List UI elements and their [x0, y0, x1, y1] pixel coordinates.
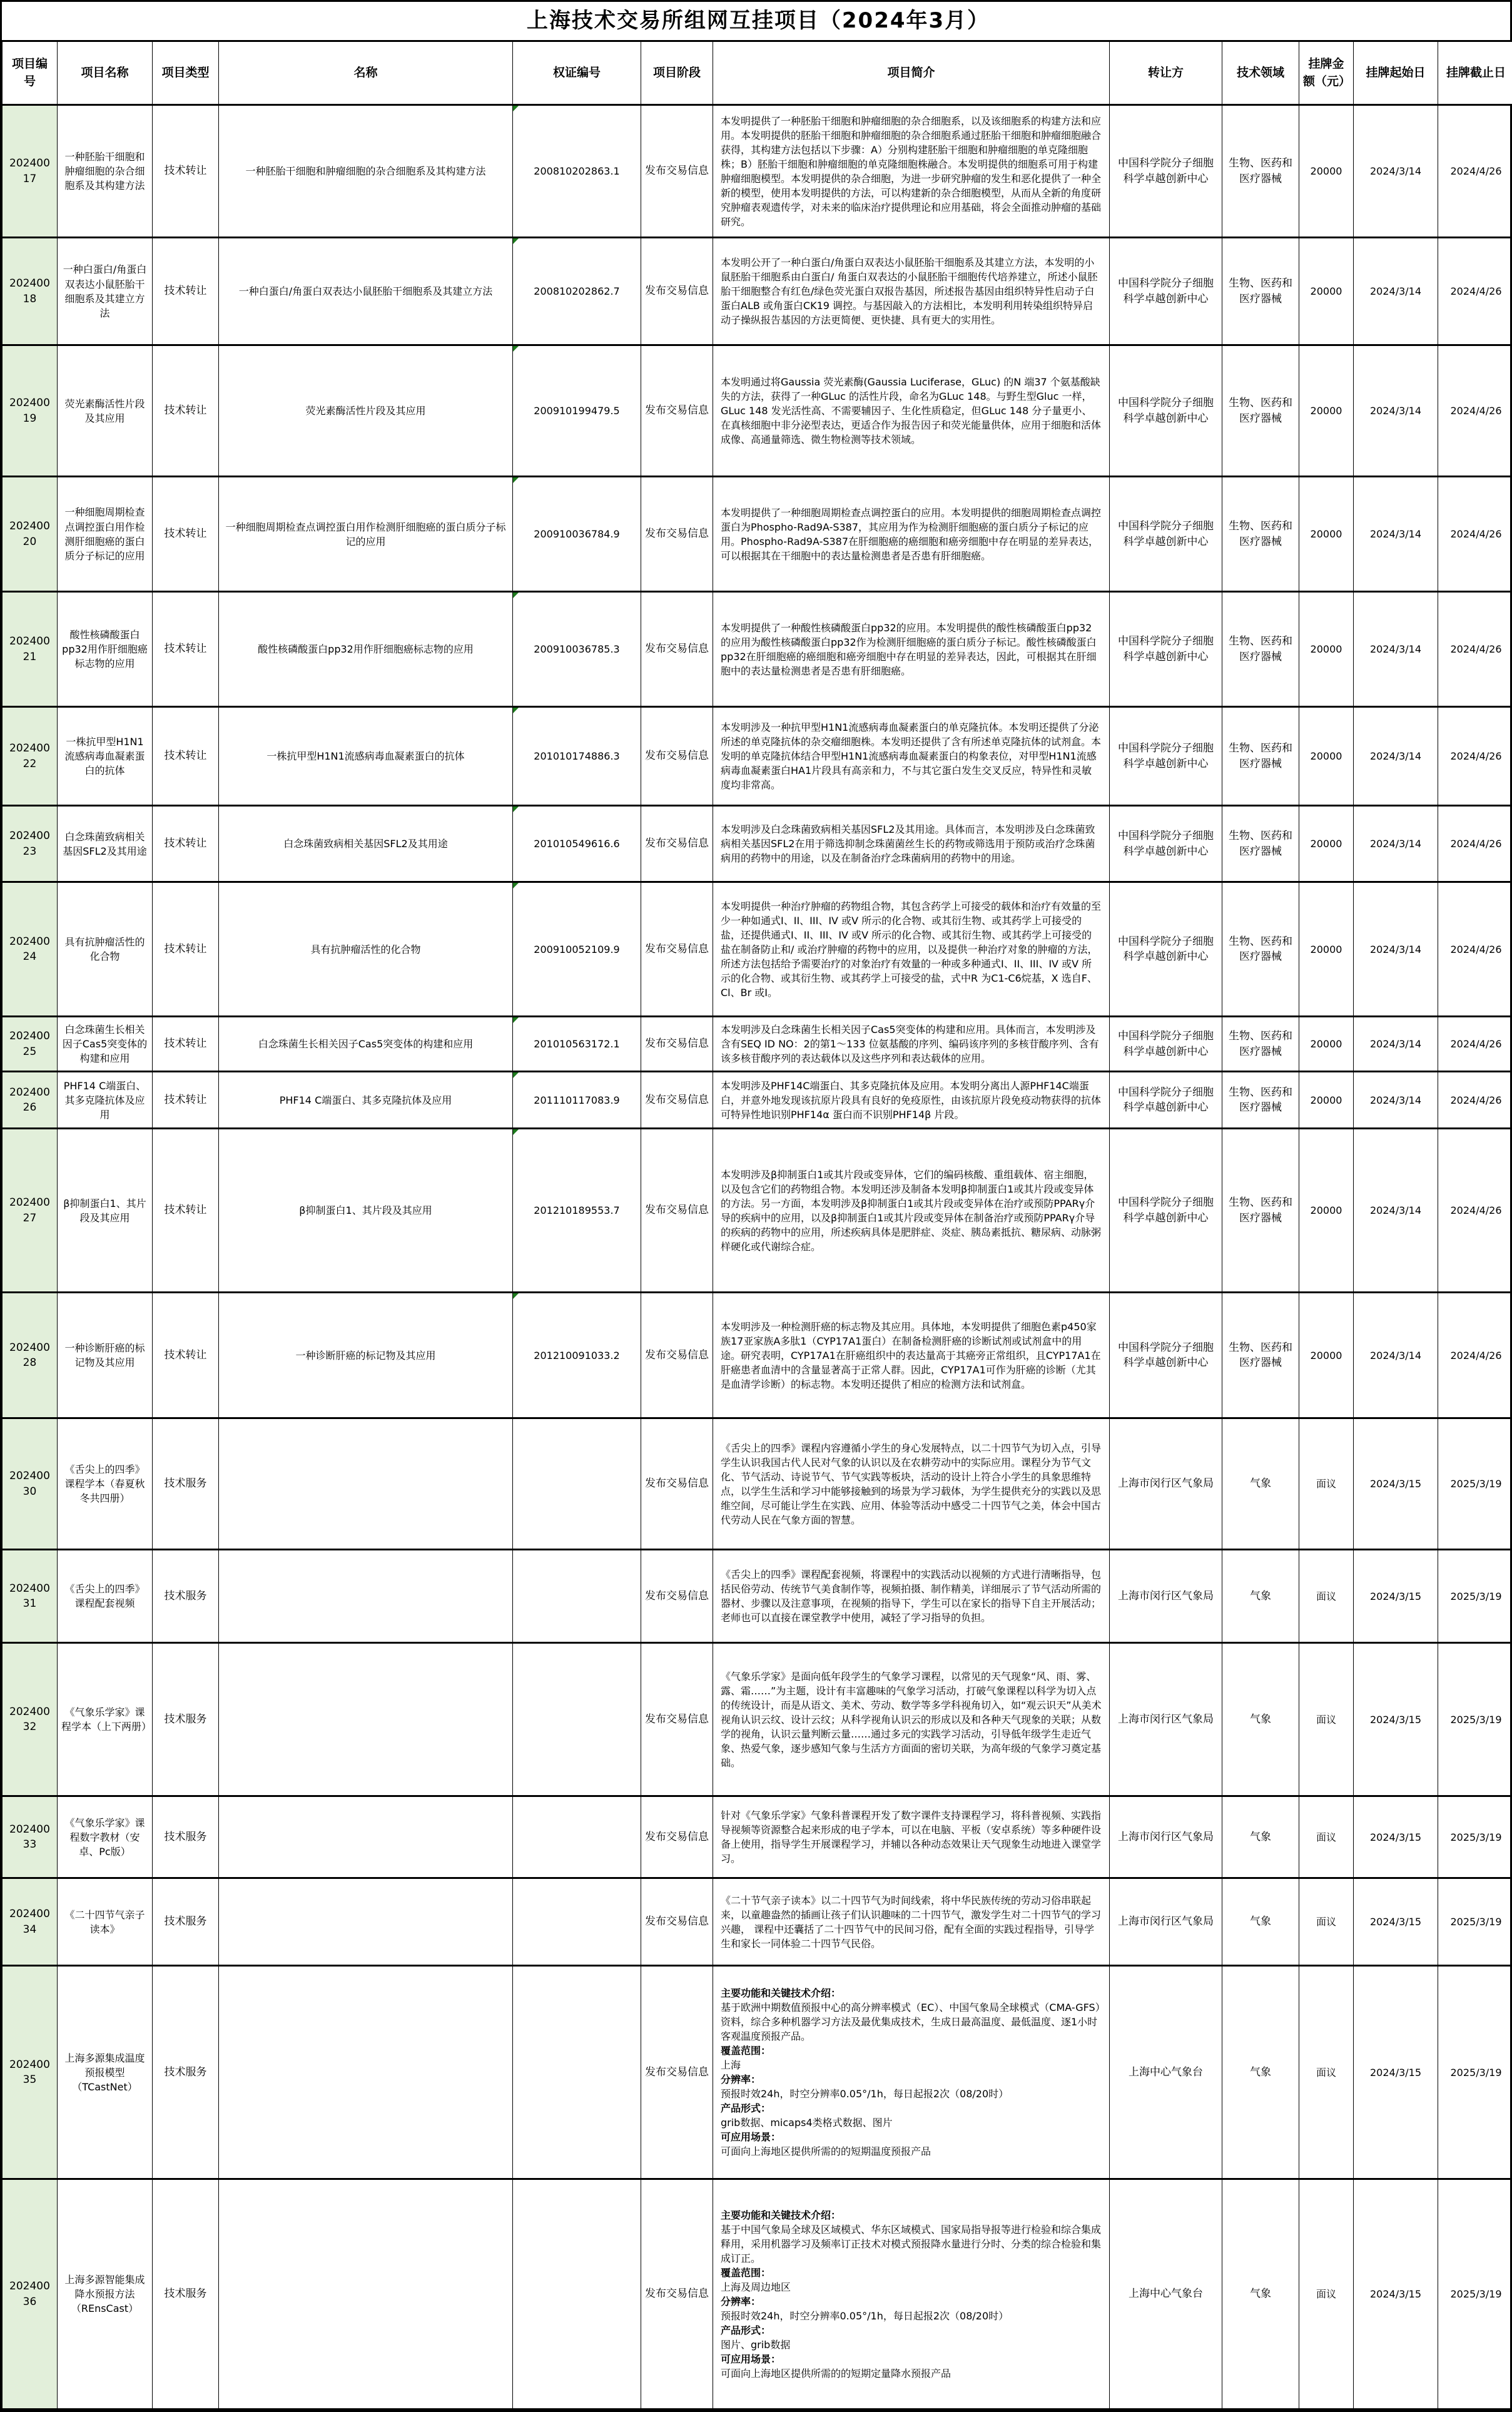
table-row: [3, 592, 1512, 707]
amount-cell: 面议: [1299, 2179, 1354, 2409]
project-id-cell: 20240026: [3, 1072, 58, 1129]
cert-no-cell: [513, 1418, 641, 1550]
project-name-cell: 上海多源集成温度预报模型（TCastNet）: [58, 1966, 153, 2179]
col-header-amount: 挂牌金额（元）: [1299, 41, 1354, 105]
amount-cell: 面议: [1299, 1878, 1354, 1966]
stage-cell: 发布交易信息: [641, 1550, 713, 1643]
amount-cell: 20000: [1299, 592, 1354, 707]
transferor-cell: 中国科学院分子细胞科学卓越创新中心: [1110, 592, 1222, 707]
table-row: [3, 1643, 1512, 1796]
table-row: [3, 238, 1512, 345]
end-date-cell: 2024/4/26: [1438, 882, 1512, 1017]
end-date-cell: 2025/3/19: [1438, 2179, 1512, 2409]
amount-cell: 面议: [1299, 1966, 1354, 2179]
description-cell: 《舌尖上的四季》课程内容遵循小学生的身心发展特点，以二十四节气为切入点，引导学生认识我国古代人民对气象的认识以及在农耕劳动中的实际应用。课程分为节气文化、节气活动、诗说节气、节气实践等板块，活动的设计上符合小学生的具象思维特点，以学生生活和学习中能够接触到的场景为学习载体，为学生提供充分的实践以及思维空间，尽可能让学生在实践、应用、体验等活动中感受二十四节气之美，体会中国古代劳动人民在气象方面的智慧。: [713, 1418, 1110, 1550]
project-type-cell: 技术转让: [153, 882, 219, 1017]
cert-no-cell: 201210189553.7: [513, 1129, 641, 1293]
project-id-cell: 20240024: [3, 882, 58, 1017]
transferor-cell: 中国科学院分子细胞科学卓越创新中心: [1110, 707, 1222, 806]
cert-no-cell: [513, 1550, 641, 1643]
start-date-cell: 2024/3/15: [1354, 1878, 1438, 1966]
transferor-cell: 上海中心气象台: [1110, 2179, 1222, 2409]
cert-no-cell: [513, 1966, 641, 2179]
description-cell: 本发明提供了一种酸性核磷酸蛋白pp32的应用。本发明提供的酸性核磷酸蛋白pp32的应用为酸性核磷酸蛋白pp32作为检测肝细胞癌的蛋白质分子标记。酸性核磷酸蛋白pp32在肝细胞癌的癌细胞和癌旁细胞中存在明显的差异表达，因此，可根据其在肝细胞中的表达量检测患者是否患有肝细胞癌。: [713, 592, 1110, 707]
col-header-cert-no: 权证编号: [513, 41, 641, 105]
description-section-text: grib数据、micaps4类格式数据、图片: [721, 2115, 1102, 2130]
table-row: [3, 477, 1512, 592]
project-id-cell: 20240027: [3, 1129, 58, 1293]
amount-cell: 20000: [1299, 882, 1354, 1017]
field-cell: 气象: [1222, 2179, 1299, 2409]
project-id-cell: 20240032: [3, 1643, 58, 1796]
start-date-cell: 2024/3/14: [1354, 105, 1438, 238]
cert-no-cell: 201010549616.6: [513, 806, 641, 882]
amount-cell: 20000: [1299, 1072, 1354, 1129]
tech-name-cell: 一种诊断肝癌的标记物及其应用: [219, 1293, 513, 1418]
project-name-cell: 《气象乐学家》课程学本（上下两册）: [58, 1643, 153, 1796]
description-cell: 《二十节气亲子读本》以二十四节气为时间线索，将中华民族传统的劳动习俗串联起来，以童趣盎然的插画让孩子们认识趣味的二十四节气，激发学生对二十四节气的学习兴趣， 课程中还囊括了二十四节气中的民间习俗，配有全面的实践过程指导，引导学生和家长一同体验二十四节气民俗。: [713, 1878, 1110, 1966]
field-cell: 生物、医药和医疗器械: [1222, 1293, 1299, 1418]
transferor-cell: 中国科学院分子细胞科学卓越创新中心: [1110, 238, 1222, 345]
description-cell: 本发明提供了一种细胞周期检查点调控蛋白的应用。本发明提供的细胞周期检查点调控蛋白为Phospho-Rad9A-S387，其应用为作为检测肝细胞癌的蛋白质分子标记的应用。Phospho-Rad9A-S387在肝细胞癌的癌细胞和癌旁细胞中存在明显的差异表达，可以根据其在干细胞中的表达量检测患者是否患有肝细胞癌。: [713, 477, 1110, 592]
end-date-cell: 2024/4/26: [1438, 592, 1512, 707]
stage-cell: 发布交易信息: [641, 1878, 713, 1966]
cert-no-cell: 200810202863.1: [513, 105, 641, 238]
end-date-cell: 2024/4/26: [1438, 806, 1512, 882]
project-name-cell: 一种细胞周期检查点调控蛋白用作检测肝细胞癌的蛋白质分子标记的应用: [58, 477, 153, 592]
tech-name-cell: 一种胚胎干细胞和肿瘤细胞的杂合细胞系及其构建方法: [219, 105, 513, 238]
project-type-cell: 技术服务: [153, 1966, 219, 2179]
excel-corner-mark-icon: [513, 593, 519, 598]
transferor-cell: 中国科学院分子细胞科学卓越创新中心: [1110, 1072, 1222, 1129]
stage-cell: 发布交易信息: [641, 238, 713, 345]
table-row: [3, 1796, 1512, 1878]
description-cell: [713, 2179, 1110, 2409]
table-row: [3, 1966, 1512, 2179]
stage-cell: 发布交易信息: [641, 1796, 713, 1878]
field-cell: 生物、医药和医疗器械: [1222, 707, 1299, 806]
end-date-cell: 2025/3/19: [1438, 1966, 1512, 2179]
project-id-cell: 20240036: [3, 2179, 58, 2409]
excel-corner-mark-icon: [513, 883, 519, 888]
project-id-cell: 20240034: [3, 1878, 58, 1966]
description-cell: 本发明提供一种治疗肿瘤的药物组合物，其包含药学上可接受的载体和治疗有效量的至少一种如通式I、II、III、IV 或V 所示的化合物、或其衍生物、或其药学上可接受的盐，还提供通式I、II、III、IV 或V 所示的化合物、或其衍生物、或其药学上可接受的盐在制备防止和/ 或治疗肿瘤的药物中的应用，以及提供一种治疗对象的肿瘤的方法，所述方法包括给予需要治疗的对象治疗有效量的一种或多种通式I、II、III、IV 或V 所示的化合物、或其衍生物、或其药学上可接受的盐，式中R 为C1-C6烷基，X 选自F、Cl、Br 或I。: [713, 882, 1110, 1017]
project-name-cell: 《舌尖上的四季》课程配套视频: [58, 1550, 153, 1643]
stage-cell: 发布交易信息: [641, 2179, 713, 2409]
project-type-cell: 技术服务: [153, 1643, 219, 1796]
project-id-cell: 20240031: [3, 1550, 58, 1643]
tech-name-cell: 一种白蛋白/角蛋白双表达小鼠胚胎干细胞系及其建立方法: [219, 238, 513, 345]
table-row: [3, 1878, 1512, 1966]
description-section-label: 覆盖范围：: [721, 2266, 1102, 2280]
project-type-cell: 技术转让: [153, 477, 219, 592]
end-date-cell: 2024/4/26: [1438, 1129, 1512, 1293]
start-date-cell: 2024/3/15: [1354, 2179, 1438, 2409]
description-section-label: 可应用场景：: [721, 2130, 1102, 2144]
start-date-cell: 2024/3/14: [1354, 707, 1438, 806]
start-date-cell: 2024/3/15: [1354, 1796, 1438, 1878]
description-cell: 本发明涉及PHF14C端蛋白、其多克隆抗体及应用。本发明分离出人源PHF14C端蛋白，并意外地发现该抗原片段具有良好的免疫原性，由该抗原片段免疫动物获得的抗体可特异性地识别PHF14α 蛋白而不识别PHF14β 片段。: [713, 1072, 1110, 1129]
project-id-cell: 20240030: [3, 1418, 58, 1550]
title-row: [3, 2, 1512, 41]
project-type-cell: 技术转让: [153, 345, 219, 477]
stage-cell: 发布交易信息: [641, 1418, 713, 1550]
col-header-tech-name: 名称: [219, 41, 513, 105]
stage-cell: 发布交易信息: [641, 707, 713, 806]
end-date-cell: 2025/3/19: [1438, 1878, 1512, 1966]
tech-name-cell: [219, 1878, 513, 1966]
description-section-label: 产品形式：: [721, 2101, 1102, 2115]
project-type-cell: 技术服务: [153, 2179, 219, 2409]
project-type-cell: 技术服务: [153, 1796, 219, 1878]
project-type-cell: 技术转让: [153, 238, 219, 345]
amount-cell: 20000: [1299, 806, 1354, 882]
tech-name-cell: [219, 1966, 513, 2179]
project-name-cell: 《舌尖上的四季》课程学本（春夏秋冬共四册）: [58, 1418, 153, 1550]
field-cell: 生物、医药和医疗器械: [1222, 592, 1299, 707]
project-name-cell: 一株抗甲型H1N1流感病毒血凝素蛋白的抗体: [58, 707, 153, 806]
end-date-cell: 2024/4/26: [1438, 1017, 1512, 1072]
cert-no-cell: 200910036784.9: [513, 477, 641, 592]
project-name-cell: 上海多源智能集成降水预报方法（REnsCast）: [58, 2179, 153, 2409]
amount-cell: 20000: [1299, 345, 1354, 477]
cert-no-cell: 201210091033.2: [513, 1293, 641, 1418]
start-date-cell: 2024/3/14: [1354, 1072, 1438, 1129]
tech-name-cell: 白念珠菌致病相关基因SFL2及其用途: [219, 806, 513, 882]
transferor-cell: 上海市闵行区气象局: [1110, 1796, 1222, 1878]
tech-name-cell: PHF14 C端蛋白、其多克隆抗体及应用: [219, 1072, 513, 1129]
amount-cell: 20000: [1299, 707, 1354, 806]
table-body: [3, 105, 1512, 2409]
description-cell: 本发明涉及一种检测肝癌的标志物及其应用。具体地，本发明提供了细胞色素p450家族17亚家族A多肽1（CYP17A1蛋白）在制备检测肝癌的诊断试剂或试剂盒中的用途。研究表明，CYP17A1在肝癌组织中的表达量高于其癌旁正常组织，且CYP17A1在肝癌患者血清中的含量显著高于正常人群。因此，CYP17A1可作为肝癌的诊断（尤其是血清学诊断）的标志物。本发明还提供了相应的检测方法和试剂盒。: [713, 1293, 1110, 1418]
tech-name-cell: 白念珠菌生长相关因子Cas5突变体的构建和应用: [219, 1017, 513, 1072]
project-name-cell: 《气象乐学家》课程数字教材（安卓、Pc版）: [58, 1796, 153, 1878]
project-type-cell: 技术转让: [153, 707, 219, 806]
start-date-cell: 2024/3/15: [1354, 1643, 1438, 1796]
page-title: 上海技术交易所组网互挂项目（2024年3月）: [3, 2, 1512, 41]
end-date-cell: 2024/4/26: [1438, 238, 1512, 345]
description-section-text: 图片、grib数据: [721, 2338, 1102, 2352]
project-id-cell: 20240028: [3, 1293, 58, 1418]
amount-cell: 20000: [1299, 238, 1354, 345]
excel-corner-mark-icon: [513, 1129, 519, 1135]
description-cell: 本发明涉及一种抗甲型H1N1流感病毒血凝素蛋白的单克隆抗体。本发明还提供了分泌所述的单克隆抗体的杂交瘤细胞株。本发明还提供了含有所述单克隆抗体的试剂盒。本发明的单克隆抗体结合甲型H1N1流感病毒血凝素蛋白的构象表位，对甲型H1N1流感病毒血凝素蛋白HA1片段具有高亲和力，不与其它蛋白发生交叉反应，特异性和灵敏度均非常高。: [713, 707, 1110, 806]
start-date-cell: 2024/3/14: [1354, 806, 1438, 882]
field-cell: 生物、医药和医疗器械: [1222, 105, 1299, 238]
end-date-cell: 2025/3/19: [1438, 1418, 1512, 1550]
field-cell: 气象: [1222, 1418, 1299, 1550]
description-section-text: 上海及周边地区: [721, 2280, 1102, 2294]
excel-corner-mark-icon: [513, 477, 519, 483]
cert-no-cell: 201010563172.1: [513, 1017, 641, 1072]
description-cell: 本发明涉及白念珠菌生长相关因子Cas5突变体的构建和应用。具体而言，本发明涉及含有SEQ ID NO：2的第1～133 位氨基酸的序列、编码该序列的多核苷酸序列、含有该多核苷酸序列的表达载体以及这些序列和表达载体的应用。: [713, 1017, 1110, 1072]
transferor-cell: 中国科学院分子细胞科学卓越创新中心: [1110, 806, 1222, 882]
excel-corner-mark-icon: [513, 807, 519, 812]
project-name-cell: 一种诊断肝癌的标记物及其应用: [58, 1293, 153, 1418]
description-cell: 本发明提供了一种胚胎干细胞和肿瘤细胞的杂合细胞系，以及该细胞系的构建方法和应用。本发明提供的胚胎干细胞和肿瘤细胞的杂合细胞系通过胚胎干细胞和肿瘤细胞融合获得，其构建方法包括以下步骤：A）分别构建胚胎干细胞和肿瘤细胞的单克隆细胞株；B）胚胎干细胞和肿瘤细胞的单克隆细胞株融合。本发明提供的细胞系可用于构建肿瘤细胞模型。本发明提供的杂合细胞，为进一步研究肿瘤的发生和恶化提供了一种全新的模型，使用本发明提供的方法，可以构建新的杂合细胞模型，从而从全新的角度研究肿瘤表观遗传学，对未来的临床治疗提供理论和应用基础，将会全面推动肿瘤的基础研究。: [713, 105, 1110, 238]
col-header-project-name: 项目名称: [58, 41, 153, 105]
description-cell: [713, 1966, 1110, 2179]
description-section-label: 产品形式：: [721, 2323, 1102, 2338]
project-name-cell: 具有抗肿瘤活性的化合物: [58, 882, 153, 1017]
stage-cell: 发布交易信息: [641, 477, 713, 592]
description-cell: 《气象乐学家》是面向低年段学生的气象学习课程，以常见的天气现象“风、雨、雾、露、霜……”为主题，设计有丰富趣味的气象学习活动，打破气象课程以科学为切入点的传统设计，而是从语文、美术、劳动、数学等多学科视角切入，如“观云识天”从美术视角认识云纹、设计云纹；从科学视角认识云的形成以及和各种天气现象的关联；从数学的视角，认识云量判断云量……通过多元的实践学习活动，引导低年级学生走近气象、热爱气象，逐步感知气象与生活方方面面的密切关联，为高年级的气象学习奠定基础。: [713, 1643, 1110, 1796]
table-row: [3, 1072, 1512, 1129]
description-section-text: 预报时效24h，时空分辨率0.05°/1h，每日起报2次（08/20时）: [721, 2087, 1102, 2101]
excel-corner-mark-icon: [513, 106, 519, 111]
transferor-cell: 中国科学院分子细胞科学卓越创新中心: [1110, 105, 1222, 238]
stage-cell: 发布交易信息: [641, 806, 713, 882]
project-name-cell: 一种胚胎干细胞和肿瘤细胞的杂合细胞系及其构建方法: [58, 105, 153, 238]
project-type-cell: 技术服务: [153, 1878, 219, 1966]
transferor-cell: 中国科学院分子细胞科学卓越创新中心: [1110, 1017, 1222, 1072]
project-id-cell: 20240017: [3, 105, 58, 238]
end-date-cell: 2025/3/19: [1438, 1550, 1512, 1643]
transferor-cell: 上海中心气象台: [1110, 1966, 1222, 2179]
project-name-cell: 白念珠菌致病相关基因SFL2及其用途: [58, 806, 153, 882]
cert-no-cell: 200910052109.9: [513, 882, 641, 1017]
stage-cell: 发布交易信息: [641, 1643, 713, 1796]
project-type-cell: 技术转让: [153, 1072, 219, 1129]
description-cell: 针对《气象乐学家》气象科普课程开发了数字课件支持课程学习，将科普视频、实践指导视频等资源整合起来形成的电子学本，可以在电脑、平板（安卓系统）等多种硬件设备上使用，指导学生开展课程学习，并辅以各种动态效果让天气现象生动地进入课堂学习。: [713, 1796, 1110, 1878]
description-section-text: 可面向上海地区提供所需的的短期定量降水预报产品: [721, 2366, 1102, 2381]
start-date-cell: 2024/3/14: [1354, 345, 1438, 477]
table-row: [3, 1129, 1512, 1293]
tech-name-cell: [219, 1418, 513, 1550]
project-name-cell: 荧光素酶活性片段及其应用: [58, 345, 153, 477]
project-id-cell: 20240019: [3, 345, 58, 477]
description-section-label: 分辨率：: [721, 2294, 1102, 2309]
amount-cell: 20000: [1299, 105, 1354, 238]
stage-cell: 发布交易信息: [641, 882, 713, 1017]
tech-name-cell: β抑制蛋白1、其片段及其应用: [219, 1129, 513, 1293]
field-cell: 生物、医药和医疗器械: [1222, 345, 1299, 477]
description-section-label: 可应用场景：: [721, 2352, 1102, 2366]
project-id-cell: 20240020: [3, 477, 58, 592]
tech-name-cell: 荧光素酶活性片段及其应用: [219, 345, 513, 477]
excel-corner-mark-icon: [513, 1293, 519, 1299]
tech-name-cell: 具有抗肿瘤活性的化合物: [219, 882, 513, 1017]
transferor-cell: 上海市闵行区气象局: [1110, 1878, 1222, 1966]
description-section-text: 可面向上海地区提供所需的的短期温度预报产品: [721, 2144, 1102, 2159]
cert-no-cell: [513, 2179, 641, 2409]
col-header-end-date: 挂牌截止日: [1438, 41, 1512, 105]
project-type-cell: 技术转让: [153, 592, 219, 707]
tech-name-cell: [219, 1550, 513, 1643]
cert-no-cell: 200910199479.5: [513, 345, 641, 477]
tech-name-cell: 一株抗甲型H1N1流感病毒血凝素蛋白的抗体: [219, 707, 513, 806]
description-section-text: 预报时效24h，时空分辨率0.05°/1h，每日起报2次（08/20时）: [721, 2309, 1102, 2323]
stage-cell: 发布交易信息: [641, 1293, 713, 1418]
project-type-cell: 技术服务: [153, 1550, 219, 1643]
stage-cell: 发布交易信息: [641, 105, 713, 238]
end-date-cell: 2024/4/26: [1438, 1072, 1512, 1129]
field-cell: 气象: [1222, 1878, 1299, 1966]
end-date-cell: 2024/4/26: [1438, 105, 1512, 238]
end-date-cell: 2024/4/26: [1438, 707, 1512, 806]
col-header-description: 项目简介: [713, 41, 1110, 105]
start-date-cell: 2024/3/14: [1354, 477, 1438, 592]
stage-cell: 发布交易信息: [641, 1017, 713, 1072]
transferor-cell: 中国科学院分子细胞科学卓越创新中心: [1110, 882, 1222, 1017]
project-type-cell: 技术转让: [153, 105, 219, 238]
project-type-cell: 技术服务: [153, 1418, 219, 1550]
stage-cell: 发布交易信息: [641, 592, 713, 707]
description-section-text: 基于欧洲中期数值预报中心的高分辨率模式（EC）、中国气象局全球模式（CMA-GFS）资料，综合多种机器学习方法及最优集成技术，生成日最高温度、最低温度、逐1小时客观温度预报产品。: [721, 2000, 1102, 2043]
amount-cell: 20000: [1299, 1129, 1354, 1293]
cert-no-cell: 201010174886.3: [513, 707, 641, 806]
col-header-stage: 项目阶段: [641, 41, 713, 105]
excel-corner-mark-icon: [513, 1072, 519, 1078]
excel-corner-mark-icon: [513, 708, 519, 713]
project-type-cell: 技术转让: [153, 1129, 219, 1293]
table-row: [3, 1418, 1512, 1550]
field-cell: 生物、医药和医疗器械: [1222, 1072, 1299, 1129]
stage-cell: 发布交易信息: [641, 1966, 713, 2179]
start-date-cell: 2024/3/14: [1354, 1017, 1438, 1072]
transferor-cell: 上海市闵行区气象局: [1110, 1550, 1222, 1643]
description-cell: 本发明涉及β抑制蛋白1或其片段或变异体，它们的编码核酸、重组载体、宿主细胞，以及包含它们的药物组合物。本发明还涉及制备本发明β抑制蛋白1或其片段或变异体的方法。另一方面，本发明涉及β抑制蛋白1或其片段或变异体在治疗或预防PPARγ介导的疾病中的应用，以及β抑制蛋白1或其片段或变异体在制备治疗或预防PPARγ介导的疾病的药物中的应用，所述疾病具体是肥胖症、炎症、胰岛素抵抗、糖尿病、动脉粥样硬化或代谢综合症。: [713, 1129, 1110, 1293]
start-date-cell: 2024/3/14: [1354, 1293, 1438, 1418]
project-id-cell: 20240018: [3, 238, 58, 345]
field-cell: 生物、医药和医疗器械: [1222, 477, 1299, 592]
tech-name-cell: [219, 1796, 513, 1878]
field-cell: 生物、医药和医疗器械: [1222, 1129, 1299, 1293]
table-row: [3, 2179, 1512, 2409]
transferor-cell: 上海市闵行区气象局: [1110, 1643, 1222, 1796]
field-cell: 生物、医药和医疗器械: [1222, 238, 1299, 345]
cert-no-cell: 201110117083.9: [513, 1072, 641, 1129]
tech-name-cell: [219, 2179, 513, 2409]
field-cell: 生物、医药和医疗器械: [1222, 882, 1299, 1017]
field-cell: 气象: [1222, 1966, 1299, 2179]
col-header-field: 技术领域: [1222, 41, 1299, 105]
cert-no-cell: 200910036785.3: [513, 592, 641, 707]
description-section-text: 上海: [721, 2058, 1102, 2072]
table-row: [3, 1550, 1512, 1643]
header-row: [3, 41, 1512, 105]
start-date-cell: 2024/3/14: [1354, 592, 1438, 707]
amount-cell: 20000: [1299, 1293, 1354, 1418]
field-cell: 生物、医药和医疗器械: [1222, 1017, 1299, 1072]
description-section-text: 基于中国气象局全球及区域模式、华东区域模式、国家局指导报等进行检验和综合集成释用，采用机器学习及频率订正技术对模式预报降水量进行分时、分类的综合检验和集成订正。: [721, 2222, 1102, 2266]
cert-no-cell: 200810202862.7: [513, 238, 641, 345]
project-id-cell: 20240033: [3, 1796, 58, 1878]
col-header-project-type: 项目类型: [153, 41, 219, 105]
project-name-cell: 《二十四节气亲子读本》: [58, 1878, 153, 1966]
table-head: [3, 2, 1512, 105]
excel-corner-mark-icon: [513, 346, 519, 352]
cert-no-cell: [513, 1878, 641, 1966]
field-cell: 气象: [1222, 1796, 1299, 1878]
project-id-cell: 20240023: [3, 806, 58, 882]
table-row: [3, 345, 1512, 477]
description-section-label: 主要功能和关键技术介绍：: [721, 2208, 1102, 2222]
description-section-label: 分辨率：: [721, 2072, 1102, 2087]
cert-no-cell: [513, 1643, 641, 1796]
tech-name-cell: 酸性核磷酸蛋白pp32用作肝细胞癌标志物的应用: [219, 592, 513, 707]
end-date-cell: 2024/4/26: [1438, 345, 1512, 477]
project-name-cell: 白念珠菌生长相关因子Cas5突变体的构建和应用: [58, 1017, 153, 1072]
tech-name-cell: [219, 1643, 513, 1796]
amount-cell: 面议: [1299, 1550, 1354, 1643]
start-date-cell: 2024/3/14: [1354, 1129, 1438, 1293]
start-date-cell: 2024/3/15: [1354, 1550, 1438, 1643]
amount-cell: 面议: [1299, 1418, 1354, 1550]
excel-corner-mark-icon: [513, 238, 519, 244]
stage-cell: 发布交易信息: [641, 345, 713, 477]
projects-table: [2, 2, 1512, 2410]
project-name-cell: β抑制蛋白1、其片段及其应用: [58, 1129, 153, 1293]
end-date-cell: 2025/3/19: [1438, 1643, 1512, 1796]
amount-cell: 20000: [1299, 477, 1354, 592]
description-section-label: 主要功能和关键技术介绍：: [721, 1986, 1102, 2000]
project-name-cell: 一种白蛋白/角蛋白双表达小鼠胚胎干细胞系及其建立方法: [58, 238, 153, 345]
transferor-cell: 中国科学院分子细胞科学卓越创新中心: [1110, 477, 1222, 592]
project-id-cell: 20240021: [3, 592, 58, 707]
cert-no-cell: [513, 1796, 641, 1878]
project-name-cell: 酸性核磷酸蛋白pp32用作肝细胞癌标志物的应用: [58, 592, 153, 707]
col-header-start-date: 挂牌起始日: [1354, 41, 1438, 105]
project-id-cell: 20240025: [3, 1017, 58, 1072]
transferor-cell: 中国科学院分子细胞科学卓越创新中心: [1110, 1129, 1222, 1293]
amount-cell: 20000: [1299, 1017, 1354, 1072]
project-name-cell: PHF14 C端蛋白、其多克隆抗体及应用: [58, 1072, 153, 1129]
end-date-cell: 2025/3/19: [1438, 1796, 1512, 1878]
end-date-cell: 2024/4/26: [1438, 1293, 1512, 1418]
project-id-cell: 20240022: [3, 707, 58, 806]
amount-cell: 面议: [1299, 1643, 1354, 1796]
col-header-project-id: 项目编号: [3, 41, 58, 105]
project-id-cell: 20240035: [3, 1966, 58, 2179]
end-date-cell: 2024/4/26: [1438, 477, 1512, 592]
stage-cell: 发布交易信息: [641, 1072, 713, 1129]
excel-corner-mark-icon: [513, 1017, 519, 1023]
description-cell: 本发明通过将Gaussia 荧光素酶(Gaussia Luciferase，GLuc) 的N 端37 个氨基酸缺失的方法，获得了一种GLuc 的活性片段，命名为GLuc 148。与野生型Gluc 一样，GLuc 148 发光活性高、不需要辅因子、生化性质稳定，但GLuc 148 分子量更小、在真核细胞中非分泌型表达，更适合作为报告因子和荧光能量供体，应用于细胞和活体成像、高通量筛选、微生物检测等技术领域。: [713, 345, 1110, 477]
col-header-transferor: 转让方: [1110, 41, 1222, 105]
transferor-cell: 中国科学院分子细胞科学卓越创新中心: [1110, 345, 1222, 477]
description-cell: 《舌尖上的四季》课程配套视频，将课程中的实践活动以视频的方式进行清晰指导，包括民俗劳动、传统节气美食制作等，视频拍摄、制作精美，详细展示了节气活动所需的器材、步骤以及注意事项，在视频的指导下，学生可以在家长的指导下自主开展活动；老师也可以直接在课堂教学中使用，减轻了学习指导的负担。: [713, 1550, 1110, 1643]
description-cell: 本发明公开了一种白蛋白/角蛋白双表达小鼠胚胎干细胞系及其建立方法，本发明的小鼠胚胎干细胞系由白蛋白/ 角蛋白双表达的小鼠胚胎干细胞传代培养建立，所述小鼠胚胎干细胞整合有红色/绿色荧光蛋白双报告基因，所述报告基因由组织特异性启动子白蛋白ALB 或角蛋白CK19 调控。与基因敲入的方法相比，本发明利用转染组织特异启动子操纵报告基因的方法更简便、更快捷、具有更大的实用性。: [713, 238, 1110, 345]
transferor-cell: 中国科学院分子细胞科学卓越创新中心: [1110, 1293, 1222, 1418]
amount-cell: 面议: [1299, 1796, 1354, 1878]
start-date-cell: 2024/3/15: [1354, 1418, 1438, 1550]
field-cell: 气象: [1222, 1550, 1299, 1643]
start-date-cell: 2024/3/15: [1354, 1966, 1438, 2179]
table-row: [3, 882, 1512, 1017]
table-row: [3, 707, 1512, 806]
project-type-cell: 技术转让: [153, 1293, 219, 1418]
description-section-label: 覆盖范围：: [721, 2043, 1102, 2058]
project-type-cell: 技术转让: [153, 806, 219, 882]
tech-name-cell: 一种细胞周期检查点调控蛋白用作检测肝细胞癌的蛋白质分子标记的应用: [219, 477, 513, 592]
field-cell: 生物、医药和医疗器械: [1222, 806, 1299, 882]
start-date-cell: 2024/3/14: [1354, 882, 1438, 1017]
table-row: [3, 806, 1512, 882]
start-date-cell: 2024/3/14: [1354, 238, 1438, 345]
table-row: [3, 1017, 1512, 1072]
table-row: [3, 1293, 1512, 1418]
description-cell: 本发明涉及白念珠菌致病相关基因SFL2及其用途。具体而言，本发明涉及白念珠菌致病相关基因SFL2在用于筛选抑制念珠菌菌丝生长的药物或筛选用于预防或治疗念珠菌病用的药物中的用途，以及在制备治疗念珠菌病用的药物中的用途。: [713, 806, 1110, 882]
table-row: [3, 105, 1512, 238]
field-cell: 气象: [1222, 1643, 1299, 1796]
stage-cell: 发布交易信息: [641, 1129, 713, 1293]
project-type-cell: 技术转让: [153, 1017, 219, 1072]
transferor-cell: 上海市闵行区气象局: [1110, 1418, 1222, 1550]
